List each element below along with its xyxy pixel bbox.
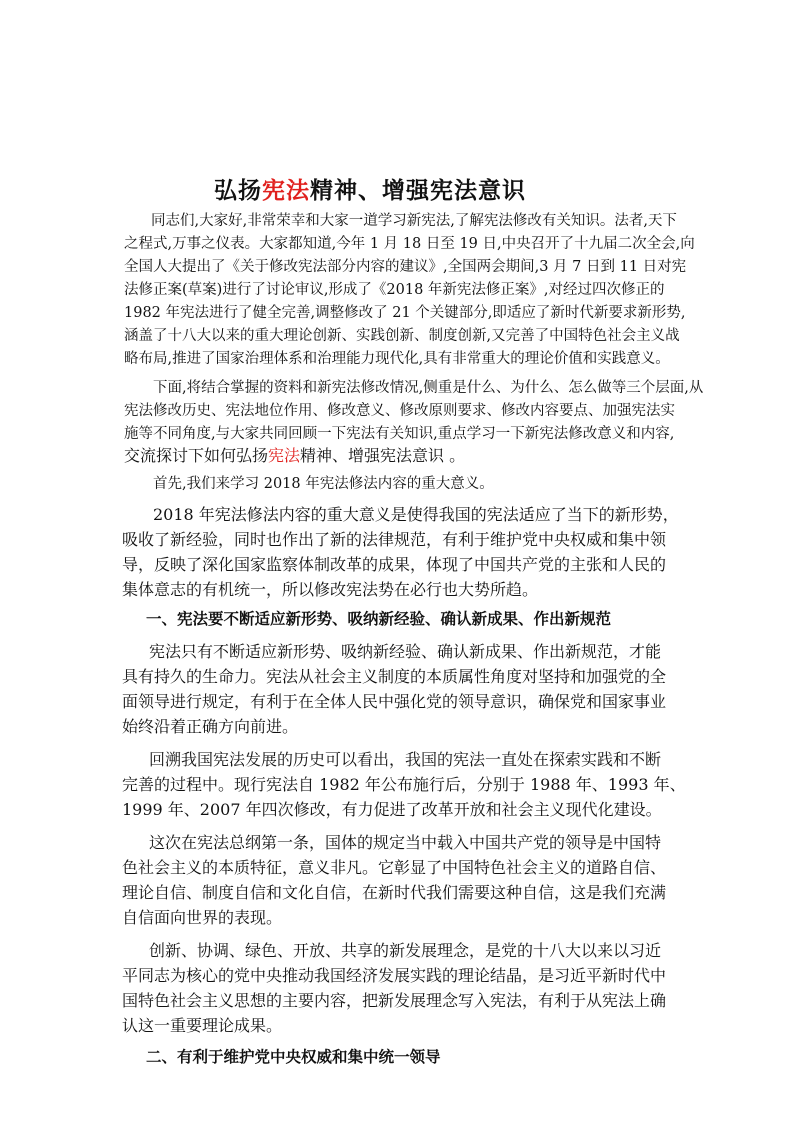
para1-line-6: 涵盖了十八大以来的重大理论创新、实践创新、制度创新,又完善了中国特色社会主义战 [124, 328, 680, 344]
document-title [0, 175, 740, 207]
para7-line-4: 自信面向世界的表现。 [122, 908, 283, 927]
para2-last-part-1: 交流探讨下如何弘扬 [124, 446, 269, 465]
para1-line-7: 略布局,推进了国家治理体系和治理能力现代化,具有非常重大的理论价值和实践意义。 [124, 351, 670, 367]
para8-line-3: 国特色社会主义思想的主要内容，把新发展理念写入宪法，有利于从宪法上确 [122, 991, 667, 1010]
section-heading-2: 二、有利于维护党中央权威和集中统一领导 [146, 1048, 441, 1066]
para8-line-1: 创新、协调、绿色、开放、共享的新发展理念，是党的十八大以来以习近 [149, 941, 662, 960]
para7-line-2: 色社会主义的本质特征，意义非凡。它彰显了中国特色社会主义的道路自信、 [122, 858, 667, 877]
para1-line-3: 全国人大提出了《关于修改宪法部分内容的建议》,全国两会期间,3 月 7 日到 11 日对宪 [124, 259, 687, 275]
para4-line-1: 2018 年宪法修法内容的重大意义是使得我国的宪法适应了当下的新形势， [153, 505, 679, 524]
para4-line-4: 集体意志的有机统一，所以修改宪法势在必行也大势所趋。 [122, 580, 539, 599]
para4-line-2: 吸收了新经验，同时也作出了新的法律规范，有利于维护党中央权威和集中领 [122, 530, 667, 549]
para2-last-part-3: 精神、增强宪法意识 。 [300, 446, 466, 465]
para7-line-3: 理论自信、制度自信和文化自信，在新时代我们需要这种自信，这是我们充满 [122, 883, 667, 902]
para6-line-2: 完善的过程中。现行宪法自 1982 年公布施行后，分别于 1988 年、1993 年、 [122, 775, 686, 794]
title-highlight: 宪法 [262, 178, 310, 204]
section-heading-1: 一、宪法要不断适应新形势、吸纳新经验、确认新成果、作出新规范 [146, 610, 612, 628]
para6-line-3: 1999 年、2007 年四次修改，有力促进了改革开放和社会主义现代化建设。 [122, 800, 662, 819]
para6-line-1: 回溯我国宪法发展的历史可以看出，我国的宪法一直处在探索实践和不断 [149, 750, 662, 769]
para2-line-2: 宪法修改历史、宪法地位作用、修改意义、修改原则要求、修改内容要点、加强宪法实 [124, 403, 675, 419]
para1-line-1: 同志们,大家好,非常荣幸和大家一道学习新宪法,了解宪法修改有关知识。法者,天下 [151, 213, 677, 229]
para5-line-2: 具有持久的生命力。宪法从社会主义制度的本质属性角度对坚持和加强党的全 [122, 667, 667, 686]
para5-line-4: 始终沿着正确方向前进。 [122, 717, 299, 736]
para2-line-4 [124, 444, 465, 468]
para2-line-3: 施等不同角度,与大家共同回顾一下宪法有关知识,重点学习一下新宪法修改意义和内容, [124, 426, 675, 442]
para2-line-1: 下面,将结合掌握的资料和新宪法修改情况,侧重是什么、为什么、怎么做等三个层面,从 [153, 380, 704, 396]
para8-line-2: 平同志为核心的党中央推动我国经济发展实践的理论结晶，是习近平新时代中 [122, 966, 667, 985]
para5-line-1: 宪法只有不断适应新形势、吸纳新经验、确认新成果、作出新规范，才能 [149, 642, 662, 661]
para1-line-4: 法修正案(草案)进行了讨论审议,形成了《2018 年新宪法修正案》,对经过四次修正的 [124, 282, 665, 298]
para1-line-2: 之程式,万事之仪表。大家都知道,今年 1 月 18 日至 19 日,中央召开了十九届二次全会,向 [124, 236, 695, 252]
title-part-3: 精神、增强宪法意识 [310, 178, 526, 204]
para2-highlight: 宪法 [268, 446, 301, 465]
para8-line-4: 认这一重要理论成果。 [122, 1016, 283, 1035]
title-part-1: 弘扬 [214, 178, 262, 204]
para1-line-5: 1982 年宪法进行了健全完善,调整修改了 21 个关键部分,即适应了新时代新要求新形势, [124, 305, 686, 321]
para4-line-3: 导，反映了深化国家监察体制改革的成果，体现了中国共产党的主张和人民的 [122, 555, 667, 574]
para7-line-1: 这次在宪法总纲第一条，国体的规定当中载入中国共产党的领导是中国特 [149, 833, 662, 852]
para5-line-3: 面领导进行规定，有利于在全体人民中强化党的领导意识，确保党和国家事业 [122, 692, 667, 711]
para3-line-1: 首先,我们来学习 2018 年宪法修法内容的重大意义。 [153, 476, 494, 492]
